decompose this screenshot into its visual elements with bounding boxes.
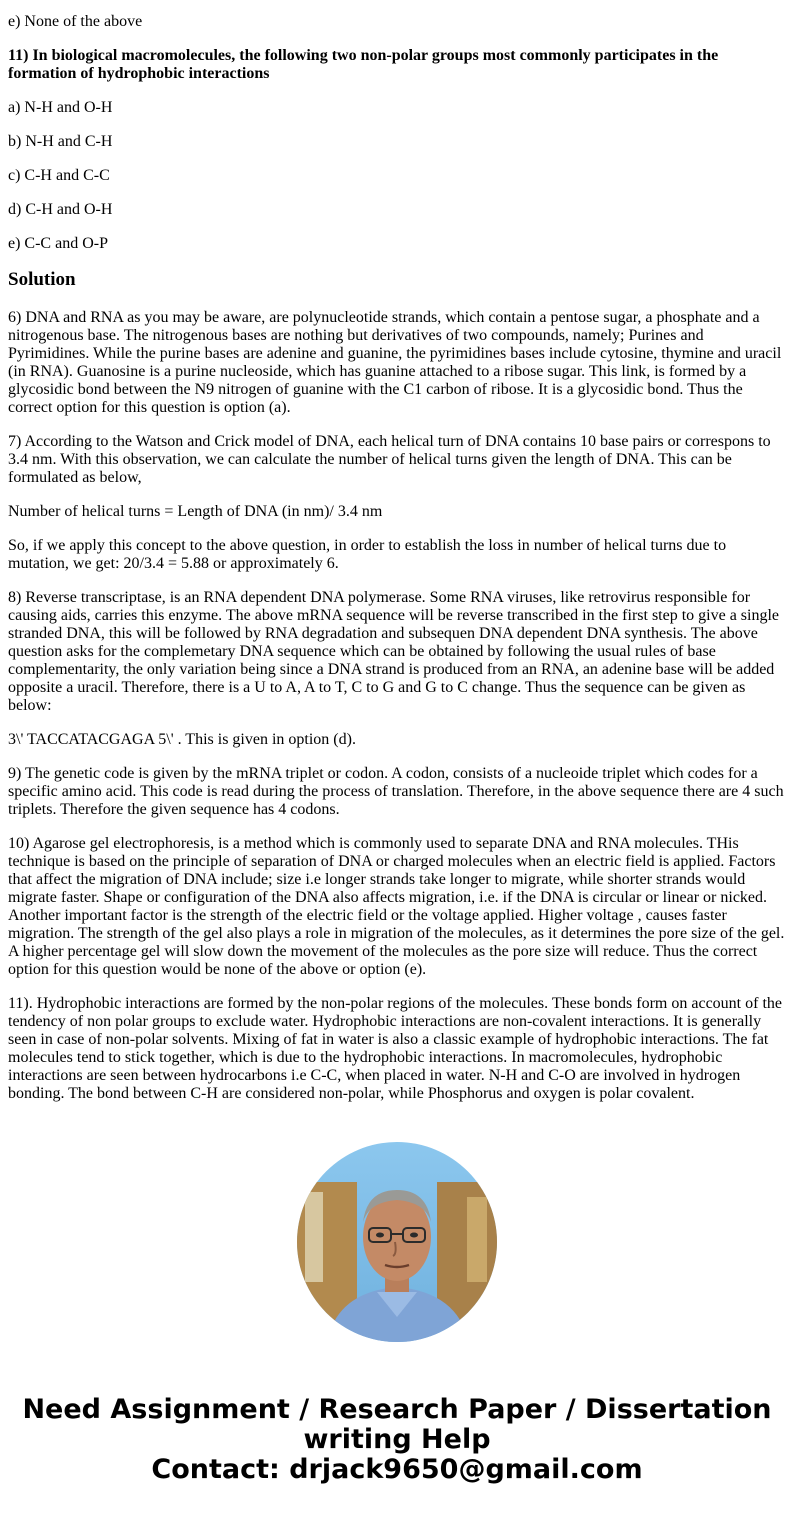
banner-line-2: writing Help [303,1424,491,1455]
avatar-section [0,1142,794,1347]
contact-banner [0,1395,794,1485]
solution-paragraph-7-calc: So, if we apply this concept to the above question, in order to establish the loss in number of helical turns due to mutation, we get: 20/3.4 = 5.88 or approximately 6. [8,537,727,572]
banner-line-1: Need Assignment / Research Paper / Dissertation [22,1394,772,1425]
q11-stem: 11) In biological macromolecules, the following two non-polar groups most commonly participates in the formation of hydrophobic interactions [8,47,719,82]
avatar [297,1142,497,1342]
q11-option-e: e) C-C and O-P [8,235,108,252]
solution-paragraph-11: 11). Hydrophobic interactions are formed by the non-polar regions of the molecules. These bonds form on account of the tendency of non polar groups to exclude water. Hydrophobic interactions are non-covalent interactions. It is generally seen in case of non-polar solvents. Mixing of fat in water is also a classic example of hydrophobic interactions. The fat molecules tend to stick together, which is due to the hydrophobic interactions. In macromolecules, hydrophobic interactions are seen between hydrocarbons i.e C-C, when placed in water. N-H and C-O are involved in hydrogen bonding. The bond between C-H are considered non-polar, while Phosphorus and oxygen is polar covalent. [8,995,782,1102]
q10-option-e: e) None of the above [8,13,143,30]
solution-paragraph-6: 6) DNA and RNA as you may be aware, are polynucleotide strands, which contain a pentose sugar, a phosphate and a nitrogenous base. The nitrogenous bases are nothing but derivatives of two compounds, namely; Purines and Pyrimidines. While the purine bases are adenine and guanine, the pyrimidines bases include cytosine, thymine and uracil (in RNA). Guanosine is a purine nucleoside, which has guanine attached to a ribose sugar. This link, is formed by a glycosidic bond between the N9 nitrogen of guanine with the C1 carbon of ribose. It is a glycosidic bond. Thus the correct option for this question is option (a). [8,309,782,416]
q11-option-c: c) C-H and C-C [8,167,110,184]
solution-paragraph-7: 7) According to the Watson and Crick model of DNA, each helical turn of DNA contains 10 base pairs or correspons to 3.4 nm. With this observation, we can calculate the number of helical turns given the length of DNA. This can be formulated as below, [8,433,771,486]
solution-formula: Number of helical turns = Length of DNA (in nm)/ 3.4 nm [8,503,383,520]
solution-sequence: 3\' TACCATACGAGA 5\' . This is given in option (d). [8,731,356,748]
avatar-portrait-image [297,1142,497,1342]
q11-option-b: b) N-H and C-H [8,133,113,150]
banner-contact: Contact: drjack9650@gmail.com [151,1454,643,1485]
solution-paragraph-8: 8) Reverse transcriptase, is an RNA dependent DNA polymerase. Some RNA viruses, like retrovirus responsible for causing aids, carries this enzyme. The above mRNA sequence will be reverse transcribed in the first step to give a single stranded DNA, this will be followed by RNA degradation and subsequen DNA dependent DNA synthesis. The above question asks for the complemetary DNA sequence which can be obtained by following the usual rules of base complementarity, the only variation being since a DNA strand is produced from an RNA, an adenine base will be added opposite a uracil. Therefore, there is a U to A, A to T, C to G and G to C change. Thus the sequence can be given as below: [8,589,780,714]
solution-paragraph-9: 9) The genetic code is given by the mRNA triplet or codon. A codon, consists of a nucleoide triplet which codes for a specific amino acid. This code is read during the process of translation. Therefore, in the above sequence there are 4 such triplets. Therefore the given sequence has 4 codons. [8,765,784,818]
q11-option-a: a) N-H and O-H [8,99,113,116]
solution-paragraph-10: 10) Agarose gel electrophoresis, is a method which is commonly used to separate DNA and RNA molecules. THis technique is based on the principle of separation of DNA or charged molecules when an electric field is applied. Factors that affect the migration of DNA include; size i.e longer strands take longer to migrate, while shorter strands would migrate faster. Shape or configuration of the DNA also affects migration, i.e. if the DNA is circular or linear or nicked. Another important factor is the strength of the electric field or the voltage applied. Higher voltage , causes faster migration. The strength of the gel also plays a role in migration of the molecules, as it determines the pore size of the gel. A higher percentage gel will slow down the movement of the molecules as the pore size will reduce. Thus the correct option for this question would be none of the above or option (e). [8,835,785,978]
solution-heading: Solution [8,269,76,290]
q11-option-d: d) C-H and O-H [8,201,113,218]
